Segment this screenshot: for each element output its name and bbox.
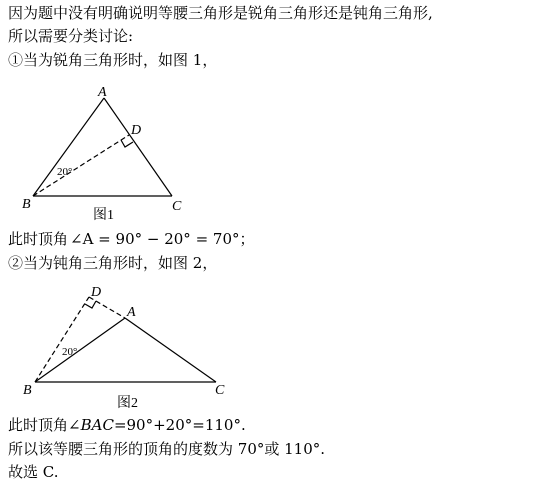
fig1-caption: 图1	[93, 208, 114, 223]
conclusion-line: 所以该等腰三角形的顶角的度数为 70°或 110°.	[8, 440, 326, 458]
fig2-side-AC	[125, 318, 216, 382]
fig1-angle-label: 20°	[57, 166, 73, 178]
fig2-altitude-BD	[35, 297, 89, 382]
intro-line-2: 所以需要分类讨论:	[8, 27, 134, 45]
result-1-math: ∠A = 90° − 20° = 70°	[70, 230, 240, 248]
fig2-label-A: A	[127, 305, 136, 320]
result-2-prefix: 此时顶角	[8, 416, 69, 434]
fig2-label-C: C	[215, 383, 225, 398]
fig1-label-D: D	[131, 123, 142, 138]
fig2-label-B: B	[23, 383, 32, 398]
fig2-side-AB	[35, 318, 125, 382]
answer-line: 故选 C.	[8, 463, 59, 481]
result-2-math: =90°+20°=110°.	[113, 416, 246, 434]
case-1-line: ①当为锐角三角形时，如图 1，	[8, 51, 218, 69]
result-2-var: BAC	[80, 416, 114, 434]
intro-line-1: 因为题中没有明确说明等腰三角形是锐角三角形还是钝角三角形,	[8, 4, 433, 22]
fig2-angle-label: 20°	[62, 346, 78, 358]
case-2-line: ②当为钝角三角形时，如图 2，	[8, 254, 218, 272]
fig2-right-angle-mark	[85, 301, 96, 308]
result-2-angle-symbol: ∠	[68, 416, 81, 434]
fig2-extension-DA	[89, 297, 125, 318]
result-1-prefix: 此时顶角	[8, 230, 69, 248]
fig1-label-B: B	[22, 197, 31, 212]
fig1-label-C: C	[172, 199, 182, 214]
result-1-suffix: ；	[239, 230, 255, 248]
fig2-caption: 图2	[117, 396, 138, 411]
fig1-label-A: A	[98, 85, 107, 100]
result-2-line	[8, 415, 246, 435]
fig2-label-D: D	[91, 285, 102, 300]
